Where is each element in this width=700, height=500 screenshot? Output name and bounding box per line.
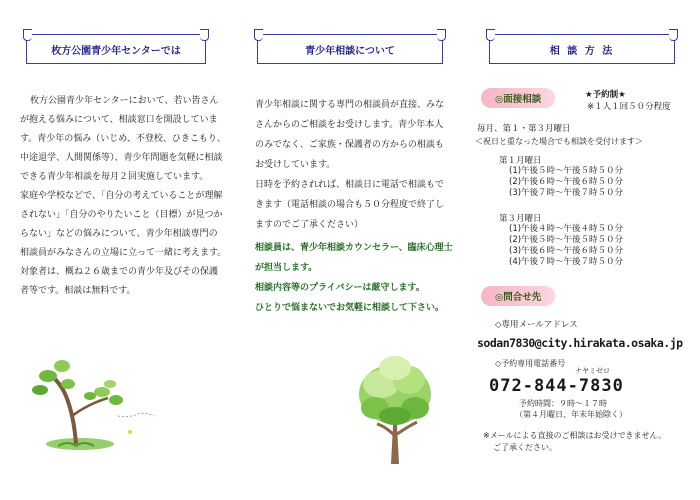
about-line: きます（電話相談の場合も５０分程度で終了し (255, 200, 445, 210)
phone-hours-note: （第４月曜日、年末年始除く） (515, 410, 627, 419)
email-disclaimer: ※メールによる直接のご相談はお受けできません。 (483, 431, 667, 440)
intro-line: 家庭や学校などで、「自分の考えていることが理解 (20, 191, 223, 201)
phone-reading: ナヤミゼロ (575, 367, 610, 375)
contact-label-text: ◎問合せ先 (495, 292, 542, 303)
monthly-schedule: 毎月、第１・第３月曜日 (477, 124, 571, 134)
contact-label (481, 286, 555, 306)
week1-slot-list (509, 166, 623, 199)
intro-paragraph (20, 92, 227, 301)
intro-column (0, 0, 233, 500)
intro-line: 相談員がみなさんの立場に立って一緒に考えます。 (20, 248, 227, 258)
intro-line: らない」などの悩みについて、青少年相談専門の (20, 229, 218, 239)
about-line: のみでなく、ご家族・保護者の方からの相談も (255, 140, 444, 150)
note-line: 相談内容等のプライバシーは厳守します。 (255, 283, 425, 293)
about-line: お受けしています。 (255, 160, 336, 170)
about-column (233, 0, 467, 500)
time-slot: (2)午後６時～午後６時５０分 (509, 177, 624, 187)
note-line: ひとりで悩まないでお気軽に相談して下さい。 (255, 303, 445, 313)
small-tree-illustration (18, 356, 168, 456)
time-slot: (1)午後５時～午後５時５０分 (509, 166, 624, 176)
face-to-face-label-text: ◎面接相談 (495, 94, 542, 105)
week1-title: 第１月曜日 (499, 156, 542, 166)
method-heading (489, 34, 675, 64)
intro-heading (26, 34, 206, 64)
week3-title: 第３月曜日 (499, 214, 542, 224)
reservation-badge: ★予約制★ (585, 90, 626, 100)
intro-line: す。青少年の悩み（いじめ、不登校、ひきこもり、 (20, 134, 226, 144)
about-paragraph (255, 95, 445, 235)
time-slot: (4)午後７時～午後７時５０分 (509, 257, 624, 267)
time-slot: (1)午後４時～午後４時５０分 (509, 224, 624, 234)
intro-line: 者等です。相談は無料です。 (20, 286, 136, 296)
about-heading-text: 青少年相談について (305, 45, 395, 57)
note-line: が担当します。 (255, 263, 318, 273)
about-line: 日時を予約されれば、相談日に電話で相談もで (255, 180, 445, 190)
intro-line: 対象者は、概ね２６歳までの青少年及びその保護 (20, 267, 219, 277)
about-line: ますのでご了承ください） (255, 220, 364, 230)
email-label: ◇専用メールアドレス (495, 320, 578, 330)
face-to-face-label (481, 88, 555, 108)
email-disclaimer-note: ご了承ください。 (493, 443, 557, 452)
intro-line: できる青少年相談を毎月２回実施しています。 (20, 172, 209, 182)
intro-line: 枚方公園青少年センターにおいて、若い皆さん (30, 96, 219, 106)
about-heading (257, 34, 443, 64)
about-line: さんからのご相談をお受けします。青少年本人 (255, 120, 444, 130)
method-heading-text: 相 談 方 法 (549, 45, 615, 57)
time-slot: (3)午後７時～午後７時５０分 (509, 188, 624, 198)
intro-line: が抱える悩みについて、相談窓口を開設していま (20, 115, 218, 125)
counselor-note (255, 238, 455, 318)
email-address[interactable]: sodan7830@city.hirakata.osaka.jp (477, 336, 683, 350)
phone-hours: 予約時間：９時～１７時 (519, 399, 607, 408)
phone-number[interactable]: 072-844-7830 (489, 376, 624, 396)
method-column (467, 0, 700, 500)
phone-label: ◇予約専用電話番号 (495, 359, 566, 368)
session-length: ※１人１回５０分程度 (587, 102, 671, 112)
intro-line: 中途退学、人間関係等）、青少年問題を気軽に相談 (20, 153, 223, 163)
large-tree-illustration (351, 346, 441, 466)
note-line: 相談員は、青少年相談カウンセラー、臨床心理士 (255, 243, 453, 253)
time-slot: (2)午後５時～午後５時５０分 (509, 235, 624, 245)
intro-line: されない」「自分のやりたいこと（目標）が見つか (20, 210, 223, 220)
time-slot: (3)午後６時～午後６時５０分 (509, 246, 624, 256)
holiday-note: ＜祝日と重なった場合でも相談を受付けます＞ (475, 137, 643, 146)
intro-heading-text: 枚方公園青少年センターでは (51, 45, 181, 57)
about-line: 青少年相談に関する専門の相談員が直接、みな (255, 100, 445, 110)
week3-slot-list (509, 224, 623, 268)
